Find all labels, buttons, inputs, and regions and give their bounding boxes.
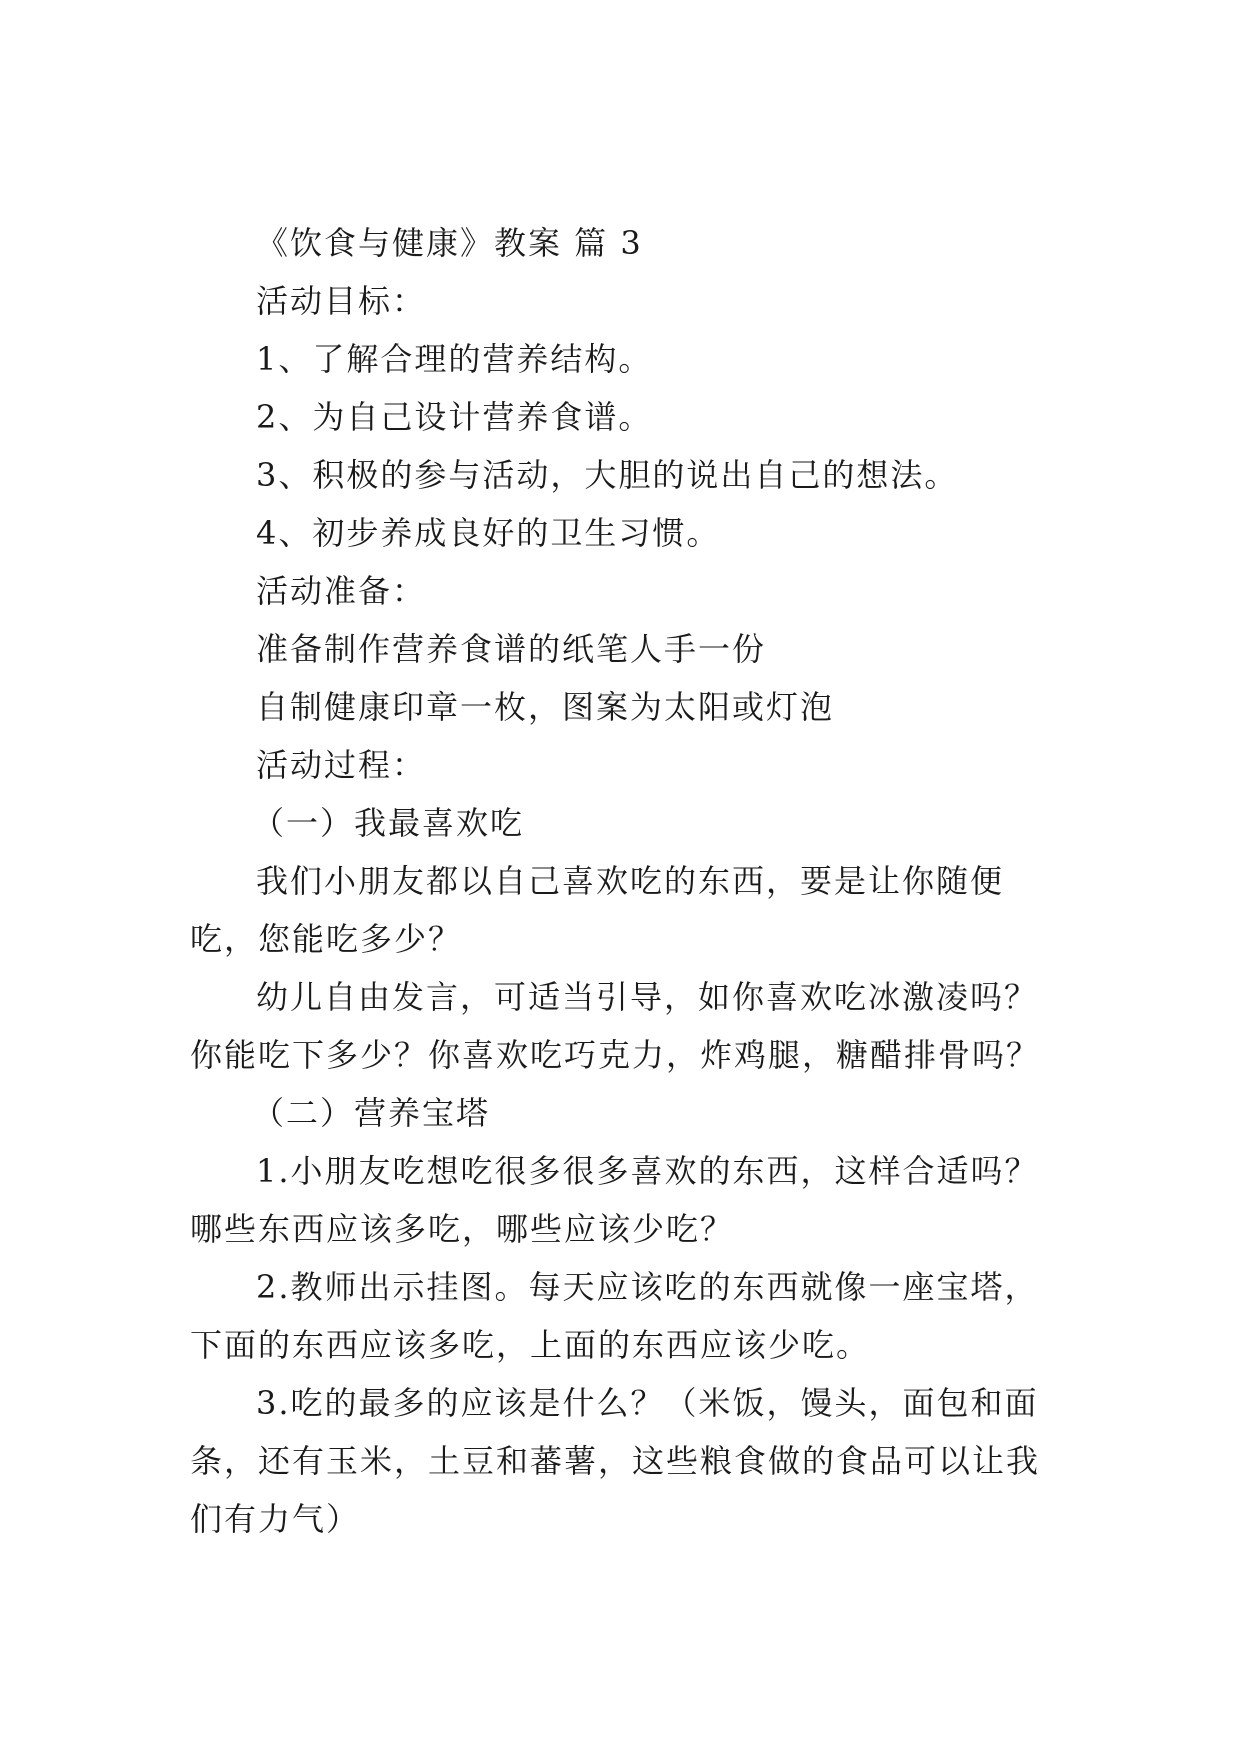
process-heading: 活动过程： (256, 746, 427, 784)
section-heading: （二）营养宝塔 (252, 1094, 491, 1132)
goals-heading: 活动目标： (256, 282, 427, 320)
paragraph: 我们小朋友都以自己喜欢吃的东西，要是让你随便吃，您能吃多少？ (190, 862, 1005, 958)
document-page (190, 214, 1060, 1548)
paragraph: 3.吃的最多的应该是什么？（米饭，馒头，面包和面条，还有玉米，土豆和蕃薯，这些粮食做的食品可以让我们有力气） (190, 1384, 1041, 1538)
goal-item: 1、了解合理的营养结构。 (256, 340, 653, 378)
prep-heading: 活动准备： (256, 572, 427, 610)
prep-item: 自制健康印章一枚，图案为太阳或灯泡 (256, 688, 835, 726)
document-title: 《饮食与健康》教案 篇 3 (256, 224, 643, 262)
prep-item: 准备制作营养食谱的纸笔人手一份 (256, 630, 767, 668)
section-heading: （一）我最喜欢吃 (252, 804, 525, 842)
goal-item: 2、为自己设计营养食谱。 (256, 398, 653, 436)
goal-item: 4、初步养成良好的卫生习惯。 (256, 514, 721, 552)
paragraph: 2.教师出示挂图。每天应该吃的东西就像一座宝塔，下面的东西应该多吃，上面的东西应该少吃。 (190, 1268, 1039, 1364)
paragraph: 1.小朋友吃想吃很多很多喜欢的东西，这样合适吗？哪些东西应该多吃，哪些应该少吃？ (190, 1152, 1039, 1248)
paragraph: 幼儿自由发言，可适当引导，如你喜欢吃冰激凌吗？你能吃下多少？你喜欢吃巧克力，炸鸡腿，糖醋排骨吗？ (190, 978, 1041, 1074)
goal-item: 3、积极的参与活动，大胆的说出自己的想法。 (256, 456, 959, 494)
